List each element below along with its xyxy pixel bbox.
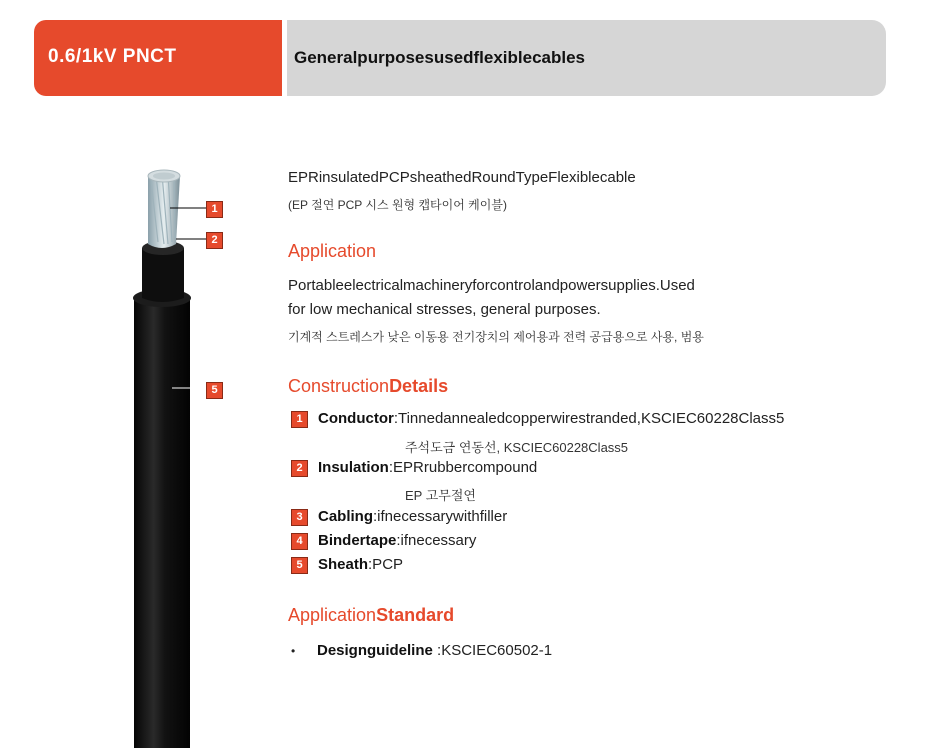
item-label: Sheath (318, 556, 369, 573)
design-guideline (291, 642, 552, 659)
cable-type-ko: (EP 절연 PCP 시스 원형 캡타이어 케이블) (288, 198, 507, 212)
construction-heading-b: Details (389, 376, 449, 396)
item-value: :EPRrubbercompound (388, 459, 538, 476)
construction-item-bindertape (291, 532, 476, 550)
banner-divider (282, 20, 287, 96)
application-heading: Application (288, 241, 377, 261)
cable-type-en: EPRinsulatedPCPsheathedRoundTypeFlexiblecable (288, 169, 636, 186)
item-number: 2 (291, 460, 308, 477)
marker-2: 2 (206, 232, 223, 249)
application-line-1: Portableelectricalmachineryforcontrolandpowersupplies.Used (288, 277, 695, 294)
design-guideline-value: :KSCIEC60502-1 (432, 642, 553, 659)
item-number: 5 (291, 557, 308, 574)
construction-item-sheath (291, 556, 403, 574)
construction-item-insulation (291, 459, 537, 477)
item-label: Conductor (318, 410, 394, 427)
item-number: 4 (291, 533, 308, 550)
item-number: 1 (291, 411, 308, 428)
design-guideline-label: Designguideline (317, 642, 433, 659)
standard-heading-b: Standard (376, 605, 455, 625)
conductor-sub-ko: 주석도금 연동선, KSCIEC60228Class5 (405, 440, 629, 455)
marker-5: 5 (206, 382, 223, 399)
item-label: Bindertape (318, 532, 397, 549)
item-label: Insulation (318, 459, 389, 476)
page-title: Generalpurposesusedflexiblecables (294, 48, 586, 67)
insulation-sub-ko: EP 고무절연 (405, 488, 476, 503)
item-value: :PCP (368, 556, 404, 573)
standard-heading (288, 605, 454, 626)
product-code: 0.6/1kV PNCT (48, 46, 177, 67)
cable-illustration (118, 160, 238, 748)
marker-1: 1 (206, 201, 223, 218)
application-line-ko: 기계적 스트레스가 낮은 이동용 전기장치의 제어용과 전력 공급용으로 사용, 범용 (288, 330, 704, 344)
header-banner (34, 20, 886, 96)
construction-heading-a: Construction (288, 376, 390, 396)
standard-heading-a: Application (288, 605, 377, 625)
construction-item-cabling (291, 508, 507, 526)
item-value: :ifnecessary (396, 532, 477, 549)
item-label: Cabling (318, 508, 373, 525)
item-value: :Tinnedannealedcopperwirestranded,KSCIEC60228Class5 (393, 410, 785, 427)
construction-heading (288, 376, 448, 397)
item-number: 3 (291, 509, 308, 526)
construction-item-conductor (291, 410, 784, 428)
application-line-2: for low mechanical stresses, general purposes. (288, 301, 601, 318)
item-value: :ifnecessarywithfiller (373, 508, 508, 525)
bullet-icon: • (291, 644, 296, 658)
